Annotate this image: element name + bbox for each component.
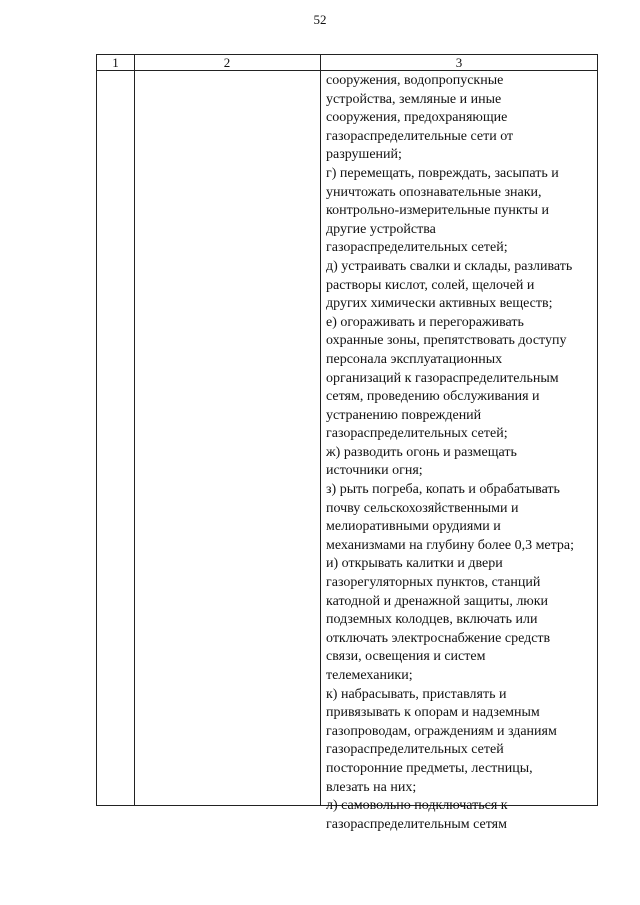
text-line: газораспределительных сетей; xyxy=(326,240,508,256)
text-line: мелиоративными орудиями и xyxy=(326,519,501,535)
text-line: з) рыть погреба, копать и обрабатывать xyxy=(326,482,560,498)
text-line: другие устройства xyxy=(326,221,436,237)
column-header-1: 1 xyxy=(112,55,119,70)
column-header-3: 3 xyxy=(455,55,463,70)
page-number: 52 xyxy=(313,12,327,27)
text-line: д) устраивать свалки и склады, разливать xyxy=(326,258,573,274)
text-line: г) перемещать, повреждать, засыпать и xyxy=(326,165,559,181)
text-line: сетям, проведению обслуживания и xyxy=(326,389,540,405)
text-line: е) огораживать и перегораживать xyxy=(326,314,524,330)
column-header-2: 2 xyxy=(223,55,231,70)
text-line: механизмами на глубину более 0,3 метра; xyxy=(326,537,575,553)
text-line: почву сельскохозяйственными и xyxy=(326,500,519,516)
text-line: организаций к газораспределительным xyxy=(326,370,559,386)
text-line: и) открывать калитки и двери xyxy=(326,556,503,572)
text-line: телемеханики; xyxy=(326,668,413,683)
text-line: устранению повреждений xyxy=(326,407,482,423)
text-line: ж) разводить огонь и размещать xyxy=(326,444,517,460)
text-line: л) самовольно подключаться к xyxy=(326,798,508,814)
text-line: контрольно-измерительные пункты и xyxy=(326,203,550,219)
text-line: персонала эксплуатационных xyxy=(326,351,503,367)
text-line: газораспределительных сетей xyxy=(326,742,504,758)
text-line: газораспределительным сетям xyxy=(326,816,507,832)
header-divider xyxy=(97,70,597,71)
text-line: устройства, земляные и иные xyxy=(326,91,502,107)
text-line: катодной и дренажной защиты, люки xyxy=(326,593,549,609)
document-table xyxy=(96,54,598,832)
text-line: посторонние предметы, лестницы, xyxy=(326,760,533,776)
text-line: растворы кислот, солей, щелочей и xyxy=(326,277,535,293)
text-line: других химически активных веществ; xyxy=(326,296,553,312)
text-line: связи, освещения и систем xyxy=(326,649,486,665)
text-line: влезать на них; xyxy=(326,779,417,795)
column-3-text xyxy=(326,72,596,834)
text-line: газораспределительных сетей; xyxy=(326,426,508,442)
text-line: сооружения, водопропускные xyxy=(326,73,504,88)
text-line: источники огня; xyxy=(326,463,423,479)
text-line: уничтожать опознавательные знаки, xyxy=(326,184,542,200)
text-line: газораспределительные сети от xyxy=(326,128,514,144)
text-line: разрушений; xyxy=(326,147,402,163)
text-line: отключать электроснабжение средств xyxy=(326,630,551,646)
text-line: газопроводам, ограждениям и зданиям xyxy=(326,723,557,739)
column-divider xyxy=(134,55,135,805)
column-divider xyxy=(320,55,321,805)
text-line: охранные зоны, препятствовать доступу xyxy=(326,333,567,349)
text-line: сооружения, предохраняющие xyxy=(326,110,508,126)
text-line: к) набрасывать, приставлять и xyxy=(326,686,507,702)
text-line: газорегуляторных пунктов, станций xyxy=(326,575,541,591)
text-line: привязывать к опорам и надземным xyxy=(326,705,540,721)
text-line: подземных колодцев, включать или xyxy=(326,612,538,628)
